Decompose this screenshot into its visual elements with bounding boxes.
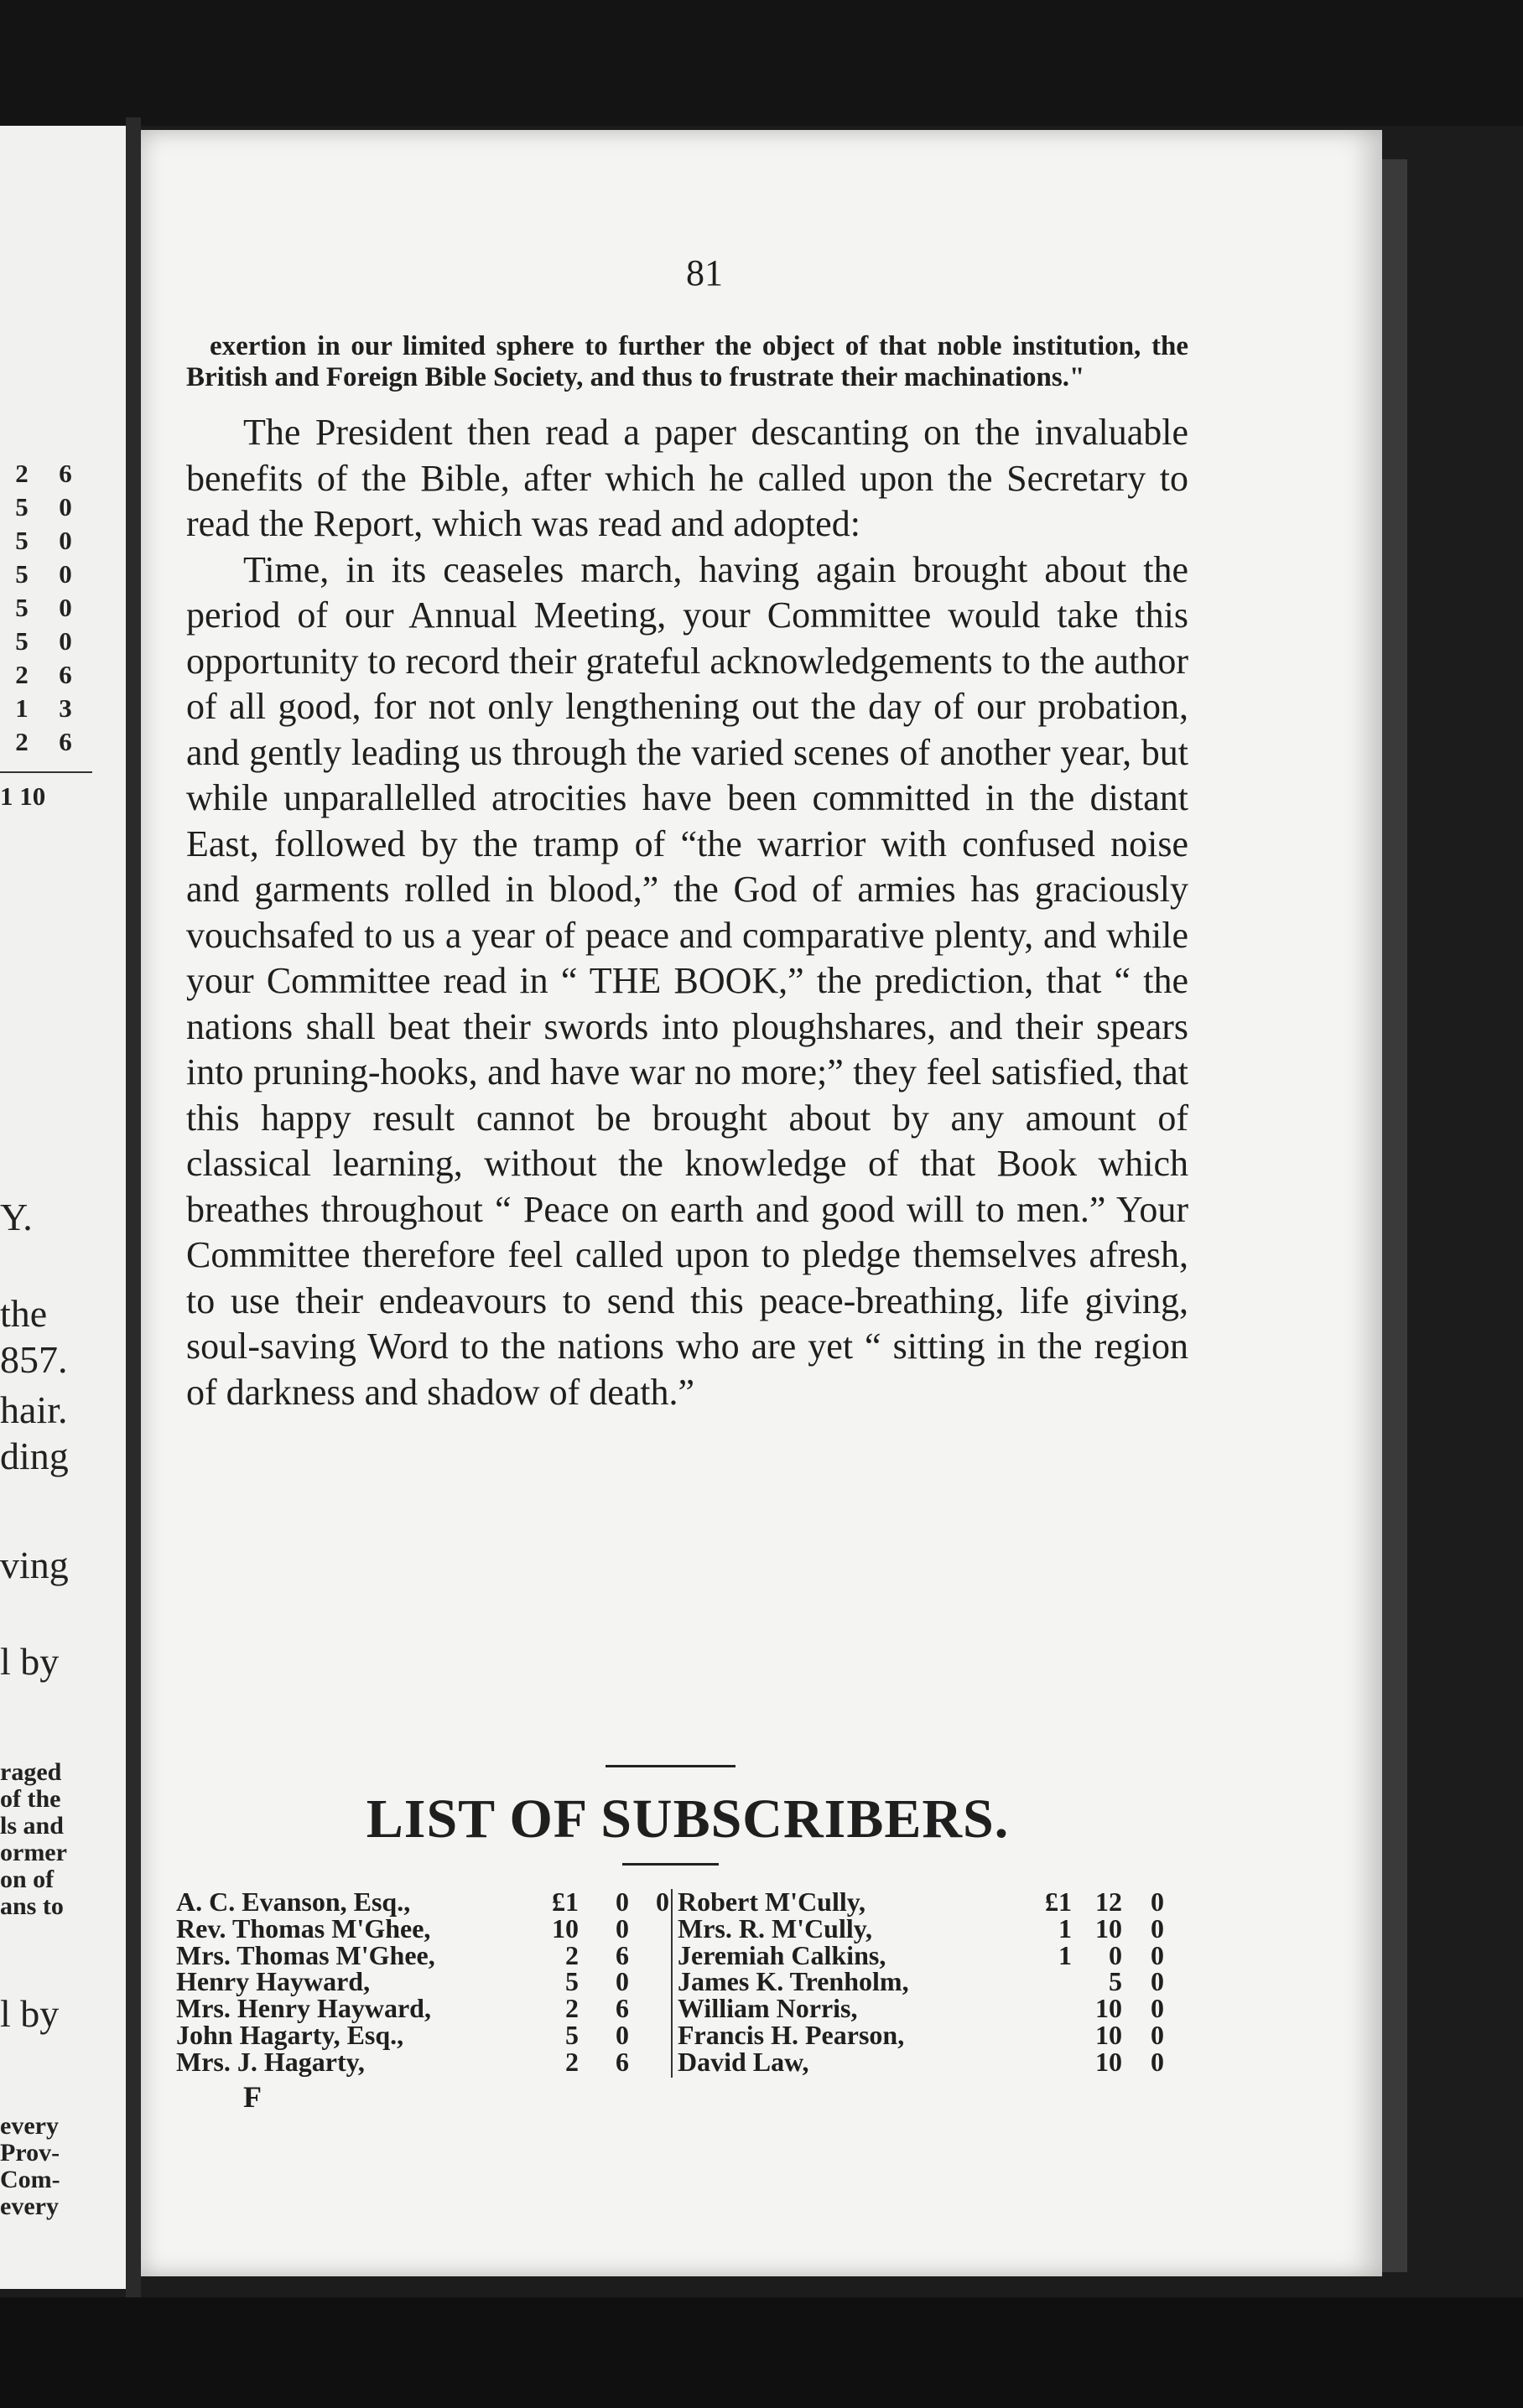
fragment-line: every bbox=[0, 2193, 59, 2220]
subscriber-name: David Law, bbox=[678, 2046, 809, 2077]
amount-shillings: 0 bbox=[616, 2019, 629, 2050]
fragment-amount-row bbox=[0, 725, 87, 759]
amount-shillings: 12 bbox=[1095, 1886, 1122, 1917]
subscriber-row bbox=[678, 1939, 1168, 1970]
amount-shillings: 10 bbox=[1095, 2046, 1122, 2077]
page-edge-shadow bbox=[1382, 159, 1407, 2272]
subscriber-row bbox=[678, 2046, 1168, 2077]
fragment-shillings: 2 bbox=[15, 660, 29, 689]
amount-pence: 0 bbox=[656, 1886, 669, 1917]
amount-pounds: 2 bbox=[565, 2046, 579, 2077]
paragraph: Time, in its ceaseles march, having again brought about the period of our Annual Meeting, your Committee would take this opportunity to record their grateful acknowledgements to the author of all good, for not only lengthening out the day of our probation, and gently leading us through the varied scenes of another year, but while unparallelled atrocities have been committed in the distant East, followed by the tramp of “the warrior with confused noise and garments rolled in blood,” the God of armies has graciously vouchsafed to us a year of peace and comparative plenty, and while your Committee read in “ THE BOOK,” the prediction, that “ the nations shall beat their swords into ploughshares, and their spears into pruning-hooks, and have war no more;” they feel satisfied, that this happy result cannot be brought about by any amount of classical learning, without the knowledge of that Book which breathes throughout “ Peace on earth and good will to men.” Your Committee therefore feel called upon to pledge themselves afresh, to use their endeavours to send this peace-breathing, life giving, soul-saving Word to the nations who are yet “ sitting in the region of darkness and shadow of death.” bbox=[186, 548, 1188, 1413]
subscriber-name: Francis H. Pearson, bbox=[678, 2019, 905, 2050]
subscriber-row bbox=[176, 2019, 671, 2050]
fragment-pence: 6 bbox=[59, 727, 72, 756]
fragment-word: ding bbox=[0, 1435, 69, 1477]
column-divider bbox=[671, 1889, 673, 2078]
scan-background-bottom bbox=[0, 2297, 1523, 2408]
fragment-pence: 6 bbox=[59, 459, 72, 488]
amount-shillings: 0 bbox=[616, 1966, 629, 1997]
fragment-line: Prov- bbox=[0, 2139, 60, 2167]
subscriber-name: James K. Trenholm, bbox=[678, 1966, 909, 1997]
subscriber-row bbox=[176, 1912, 671, 1944]
fragment-line: every bbox=[0, 2112, 59, 2140]
fragment-amount-row bbox=[0, 524, 87, 558]
fragment-amount-row bbox=[0, 457, 87, 490]
subscriber-row bbox=[176, 2046, 671, 2077]
subscribers-list-left bbox=[176, 1886, 671, 2077]
subscriber-name: Robert M'Cully, bbox=[678, 1886, 865, 1917]
subscriber-name: Mrs. J. Hagarty, bbox=[176, 2046, 365, 2077]
heading-rule bbox=[622, 1863, 719, 1866]
amount-shillings: 0 bbox=[616, 1912, 629, 1944]
amount-pounds: £1 bbox=[552, 1886, 579, 1917]
fragment-word: hair. bbox=[0, 1388, 68, 1431]
fragment-line: Com- bbox=[0, 2166, 60, 2193]
fragment-pence: 0 bbox=[59, 526, 72, 555]
fragment-shillings: 5 bbox=[15, 559, 29, 589]
amount-pounds: £1 bbox=[1045, 1886, 1072, 1917]
amount-shillings: 0 bbox=[616, 1886, 629, 1917]
amount-pence: 0 bbox=[1151, 1939, 1164, 1970]
fragment-amount-row bbox=[0, 692, 87, 725]
amount-shillings: 0 bbox=[1109, 1939, 1122, 1970]
quote-continuation: exertion in our limited sphere to further the object of that noble institution, the British and Foreign Bible Society, and thus to frustrate their machinations." bbox=[186, 331, 1188, 392]
subscriber-name: Mrs. R. M'Cully, bbox=[678, 1912, 872, 1944]
subscriber-name: Rev. Thomas M'Ghee, bbox=[176, 1912, 431, 1944]
subscriber-row bbox=[176, 1995, 671, 2022]
fragment-pence: 0 bbox=[59, 593, 72, 622]
fragment-word: l by bbox=[0, 1992, 60, 2035]
subscriber-name: Jeremiah Calkins, bbox=[678, 1939, 886, 1970]
subscriber-name: Henry Hayward, bbox=[176, 1966, 371, 1997]
amount-pence: 0 bbox=[1151, 1966, 1164, 1997]
subscriber-name: Mrs. Henry Hayward, bbox=[176, 1993, 431, 2024]
subscriber-name: A. C. Evanson, Esq., bbox=[176, 1886, 411, 1917]
fragment-amount-row bbox=[0, 490, 87, 524]
fragment-line: ormer bbox=[0, 1839, 67, 1866]
subscriber-row bbox=[176, 1966, 671, 1997]
amount-pence: 0 bbox=[1151, 1912, 1164, 1944]
fragment-pence: 0 bbox=[59, 626, 72, 656]
fragment-line: ls and bbox=[0, 1812, 64, 1840]
signature-mark: F bbox=[243, 2080, 262, 2114]
fragment-amount-column bbox=[0, 457, 87, 759]
fragment-line: on of bbox=[0, 1866, 55, 1893]
amount-pence: 0 bbox=[1151, 2046, 1164, 2077]
fragment-word: 857. bbox=[0, 1338, 68, 1381]
fragment-shillings: 5 bbox=[15, 593, 29, 622]
amount-pounds: 1 bbox=[1058, 1939, 1072, 1970]
amount-pounds: 2 bbox=[565, 1939, 579, 1970]
fragment-amount-row bbox=[0, 658, 87, 692]
fragment-pence: 0 bbox=[59, 492, 72, 522]
fragment-pence: 3 bbox=[59, 693, 72, 723]
fragment-line: of the bbox=[0, 1785, 61, 1813]
amount-pounds: 5 bbox=[565, 1966, 579, 1997]
subscriber-row bbox=[176, 1939, 671, 1970]
amount-pence: 0 bbox=[1151, 2019, 1164, 2050]
fragment-word: l by bbox=[0, 1640, 60, 1683]
subscriber-row bbox=[678, 1886, 1168, 1917]
amount-shillings: 10 bbox=[1095, 1993, 1122, 2024]
amount-pence: 0 bbox=[1151, 1993, 1164, 2024]
fragment-total: 1 10 bbox=[0, 781, 46, 811]
paragraph: The President then read a paper descanting on the invaluable benefits of the Bible, after which he called upon the Secretary to read the Report, which was read and adopted: bbox=[186, 412, 1188, 544]
fragment-shillings: 5 bbox=[15, 626, 29, 656]
amount-shillings: 6 bbox=[616, 1939, 629, 1970]
fragment-word: the bbox=[0, 1292, 48, 1335]
fragment-heading-mark: Y. bbox=[0, 1196, 33, 1238]
subscriber-row bbox=[176, 1886, 671, 1917]
facing-page-fragment bbox=[0, 126, 126, 2289]
amount-shillings: 10 bbox=[1095, 2019, 1122, 2050]
amount-pounds: 2 bbox=[565, 1993, 579, 2024]
subscriber-name: Mrs. Thomas M'Ghee, bbox=[176, 1939, 435, 1970]
fragment-amount-row bbox=[0, 591, 87, 625]
fragment-amount-row bbox=[0, 558, 87, 591]
subscriber-row bbox=[678, 1912, 1168, 1944]
amount-shillings: 10 bbox=[1095, 1912, 1122, 1944]
fragment-shillings: 5 bbox=[15, 492, 29, 522]
fragment-shillings: 1 bbox=[15, 693, 29, 723]
amount-pounds: 5 bbox=[565, 2019, 579, 2050]
fragment-word: ving bbox=[0, 1544, 69, 1586]
fragment-shillings: 2 bbox=[15, 727, 29, 756]
heading-rule bbox=[606, 1765, 736, 1767]
fragment-pence: 0 bbox=[59, 559, 72, 589]
amount-pence: 0 bbox=[1151, 1886, 1164, 1917]
subscriber-name: William Norris, bbox=[678, 1993, 858, 2024]
fragment-line: ans to bbox=[0, 1892, 64, 1920]
subscribers-list-right bbox=[678, 1886, 1168, 2077]
section-heading: LIST OF SUBSCRIBERS. bbox=[366, 1788, 1010, 1850]
amount-shillings: 6 bbox=[616, 1993, 629, 2024]
amount-shillings: 6 bbox=[616, 2046, 629, 2077]
fragment-shillings: 5 bbox=[15, 526, 29, 555]
fragment-amount-row bbox=[0, 625, 87, 658]
scan-background-top bbox=[0, 0, 1523, 126]
subscriber-row bbox=[678, 2019, 1168, 2050]
subscriber-name: John Hagarty, Esq., bbox=[176, 2019, 404, 2050]
subscriber-row bbox=[678, 1995, 1168, 2022]
page-number: 81 bbox=[686, 252, 723, 293]
amount-shillings: 5 bbox=[1109, 1966, 1122, 1997]
subscriber-row bbox=[678, 1966, 1168, 1997]
fragment-pence: 6 bbox=[59, 660, 72, 689]
amount-pounds: 1 bbox=[1058, 1912, 1072, 1944]
fragment-shillings: 2 bbox=[15, 459, 29, 488]
page-body bbox=[186, 331, 1188, 1415]
amount-pounds: 10 bbox=[552, 1912, 579, 1944]
fragment-line: raged bbox=[0, 1758, 62, 1786]
book-gutter bbox=[126, 117, 141, 2297]
fragment-total-rule bbox=[0, 771, 92, 773]
